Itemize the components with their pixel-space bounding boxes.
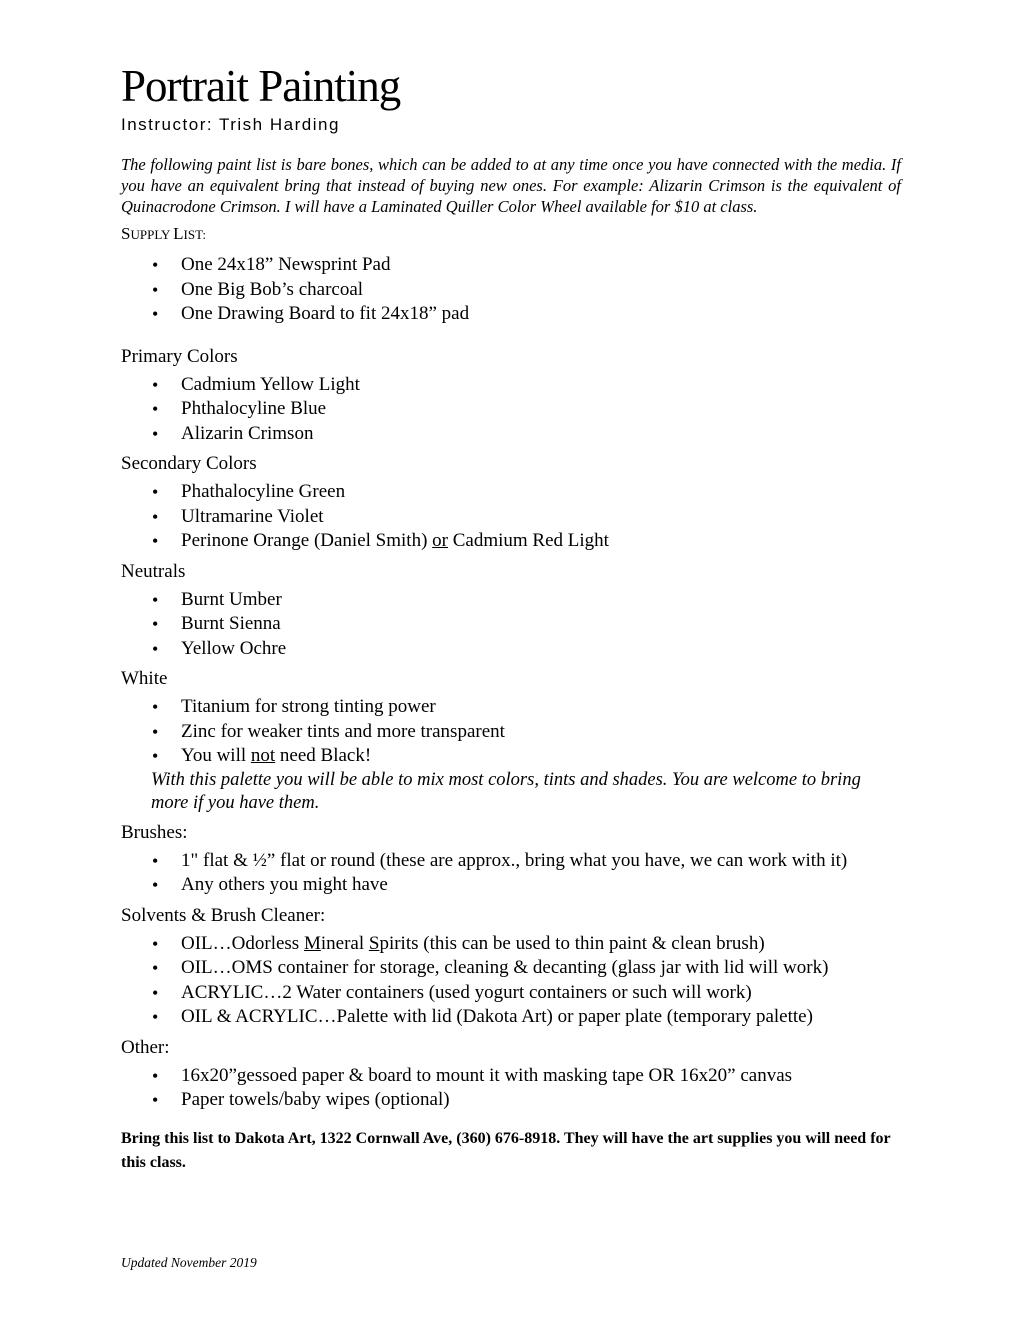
list-item: • You will not need Black!	[121, 744, 901, 769]
list-item: • Zinc for weaker tints and more transparent	[121, 720, 901, 745]
list-item: • Phathalocyline Green	[121, 480, 901, 505]
updated-footer: Updated November 2019	[121, 1255, 257, 1270]
list-item: • OIL…OMS container for storage, cleaning & decanting (glass jar with lid will work)	[121, 956, 901, 981]
instructor-line: Instructor: Trish Harding	[121, 115, 340, 134]
list-item: • One 24x18” Newsprint Pad	[121, 253, 901, 278]
list-item: • 1" flat & ½” flat or round (these are approx., bring what you have, we can work with it)	[121, 849, 901, 874]
neutrals-list	[121, 588, 901, 662]
list-item: • Titanium for strong tinting power	[121, 695, 901, 720]
list-item: • One Drawing Board to fit 24x18” pad	[121, 302, 901, 327]
closing-note: Bring this list to Dakota Art, 1322 Cornwall Ave, (360) 676-8918. They will have the art supplies you will need for this class.	[121, 1129, 891, 1171]
list-item: • Paper towels/baby wipes (optional)	[121, 1088, 901, 1113]
brushes-list	[121, 849, 901, 898]
list-item: • OIL & ACRYLIC…Palette with lid (Dakota Art) or paper plate (temporary palette)	[121, 1005, 901, 1030]
list-item: • Alizarin Crimson	[121, 422, 901, 447]
list-item: • One Big Bob’s charcoal	[121, 278, 901, 303]
list-item: • Burnt Umber	[121, 588, 901, 613]
white-list	[121, 695, 901, 769]
list-item: • Perinone Orange (Daniel Smith) or Cadmium Red Light	[121, 529, 901, 554]
list-item: • Yellow Ochre	[121, 637, 901, 662]
section-heading-other: Other:	[121, 1036, 170, 1058]
list-item: • Ultramarine Violet	[121, 505, 901, 530]
list-item: • Burnt Sienna	[121, 612, 901, 637]
supply-list	[121, 253, 901, 327]
primary-colors-list	[121, 373, 901, 447]
section-heading-white: White	[121, 668, 168, 689]
list-item: • Phthalocyline Blue	[121, 397, 901, 422]
list-item: • Cadmium Yellow Light	[121, 373, 901, 398]
other-list	[121, 1064, 901, 1113]
section-heading-primary-colors: Primary Colors	[121, 345, 238, 367]
section-heading-secondary-colors: Secondary Colors	[121, 453, 257, 474]
list-item: • OIL…Odorless Mineral Spirits (this can be used to thin paint & clean brush)	[121, 932, 901, 957]
section-heading-solvents: Solvents & Brush Cleaner:	[121, 904, 326, 926]
intro-paragraph: The following paint list is bare bones, which can be added to at any time once you have connected with the media. If you have an equivalent bring that instead of buying new ones. For example: Alizarin Crimson is the equivalent of Quinacrodone Crimson. I will have a Laminated Quiller Color Wheel available for $10 at class.	[121, 155, 901, 216]
supply-list-heading: SUPPLY LIST:	[121, 224, 206, 243]
list-item: • Any others you might have	[121, 873, 901, 898]
list-item: • ACRYLIC…2 Water containers (used yogurt containers or such will work)	[121, 981, 901, 1006]
list-item: • 16x20”gessoed paper & board to mount it with masking tape OR 16x20” canvas	[121, 1064, 901, 1089]
solvents-list	[121, 932, 901, 1030]
secondary-colors-list	[121, 480, 901, 554]
section-heading-brushes: Brushes:	[121, 821, 188, 843]
page-title: Portrait Painting	[121, 61, 401, 111]
palette-note: With this palette you will be able to mix most colors, tints and shades. You are welcome to bring more if you have them.	[151, 769, 861, 813]
section-heading-neutrals: Neutrals	[121, 560, 186, 582]
document-page	[121, 60, 901, 1175]
